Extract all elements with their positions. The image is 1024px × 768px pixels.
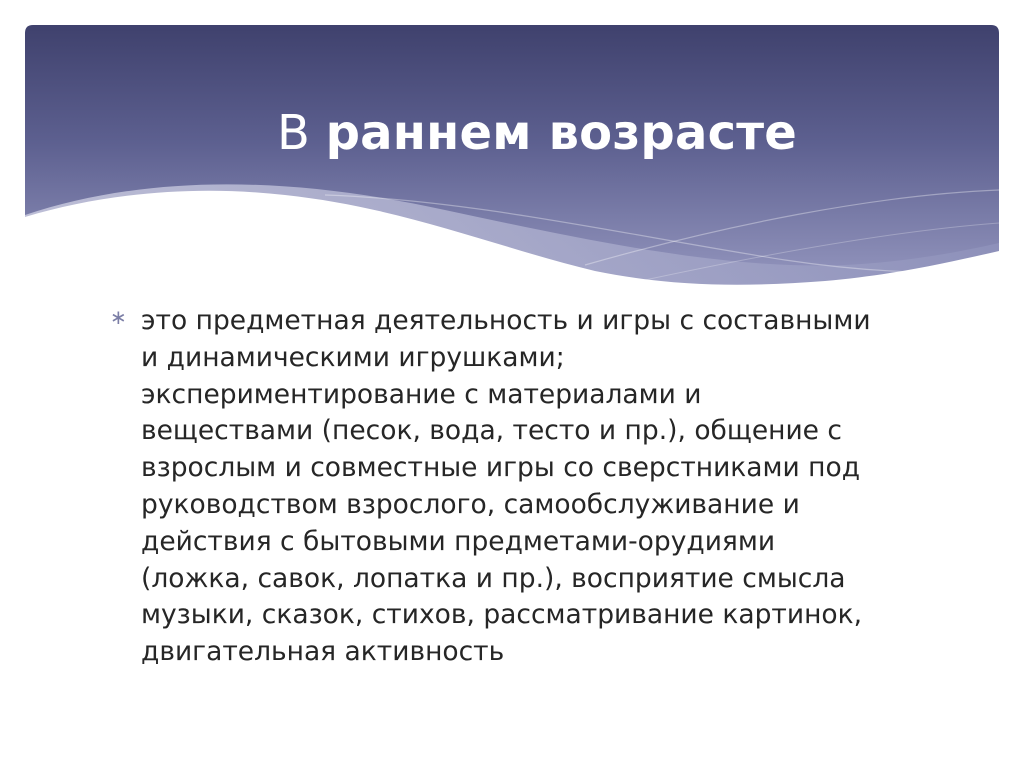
title-plain-text: В [277, 105, 326, 161]
title-banner [25, 25, 999, 285]
bullet-item [110, 303, 910, 671]
slide-body [110, 303, 910, 671]
slide-title [25, 105, 1024, 161]
title-bold-text: раннем возрасте [325, 105, 797, 161]
bullet-text: это предметная деятельность и игры с составными и динамическими игрушками; экспериментирование с материалами и веществами (песок, вода, тесто и пр.), общение с взрослым и совместные игры со сверстниками под руководством взрослого, самообслуживание и действия с бытовыми предметами-орудиями (ложка, савок, лопатка и пр.), восприятие смысла музыки, сказок, стихов, рассматривание картинок, двигательная активность [141, 305, 871, 668]
bullet-asterisk-icon: ∗ [110, 305, 127, 329]
